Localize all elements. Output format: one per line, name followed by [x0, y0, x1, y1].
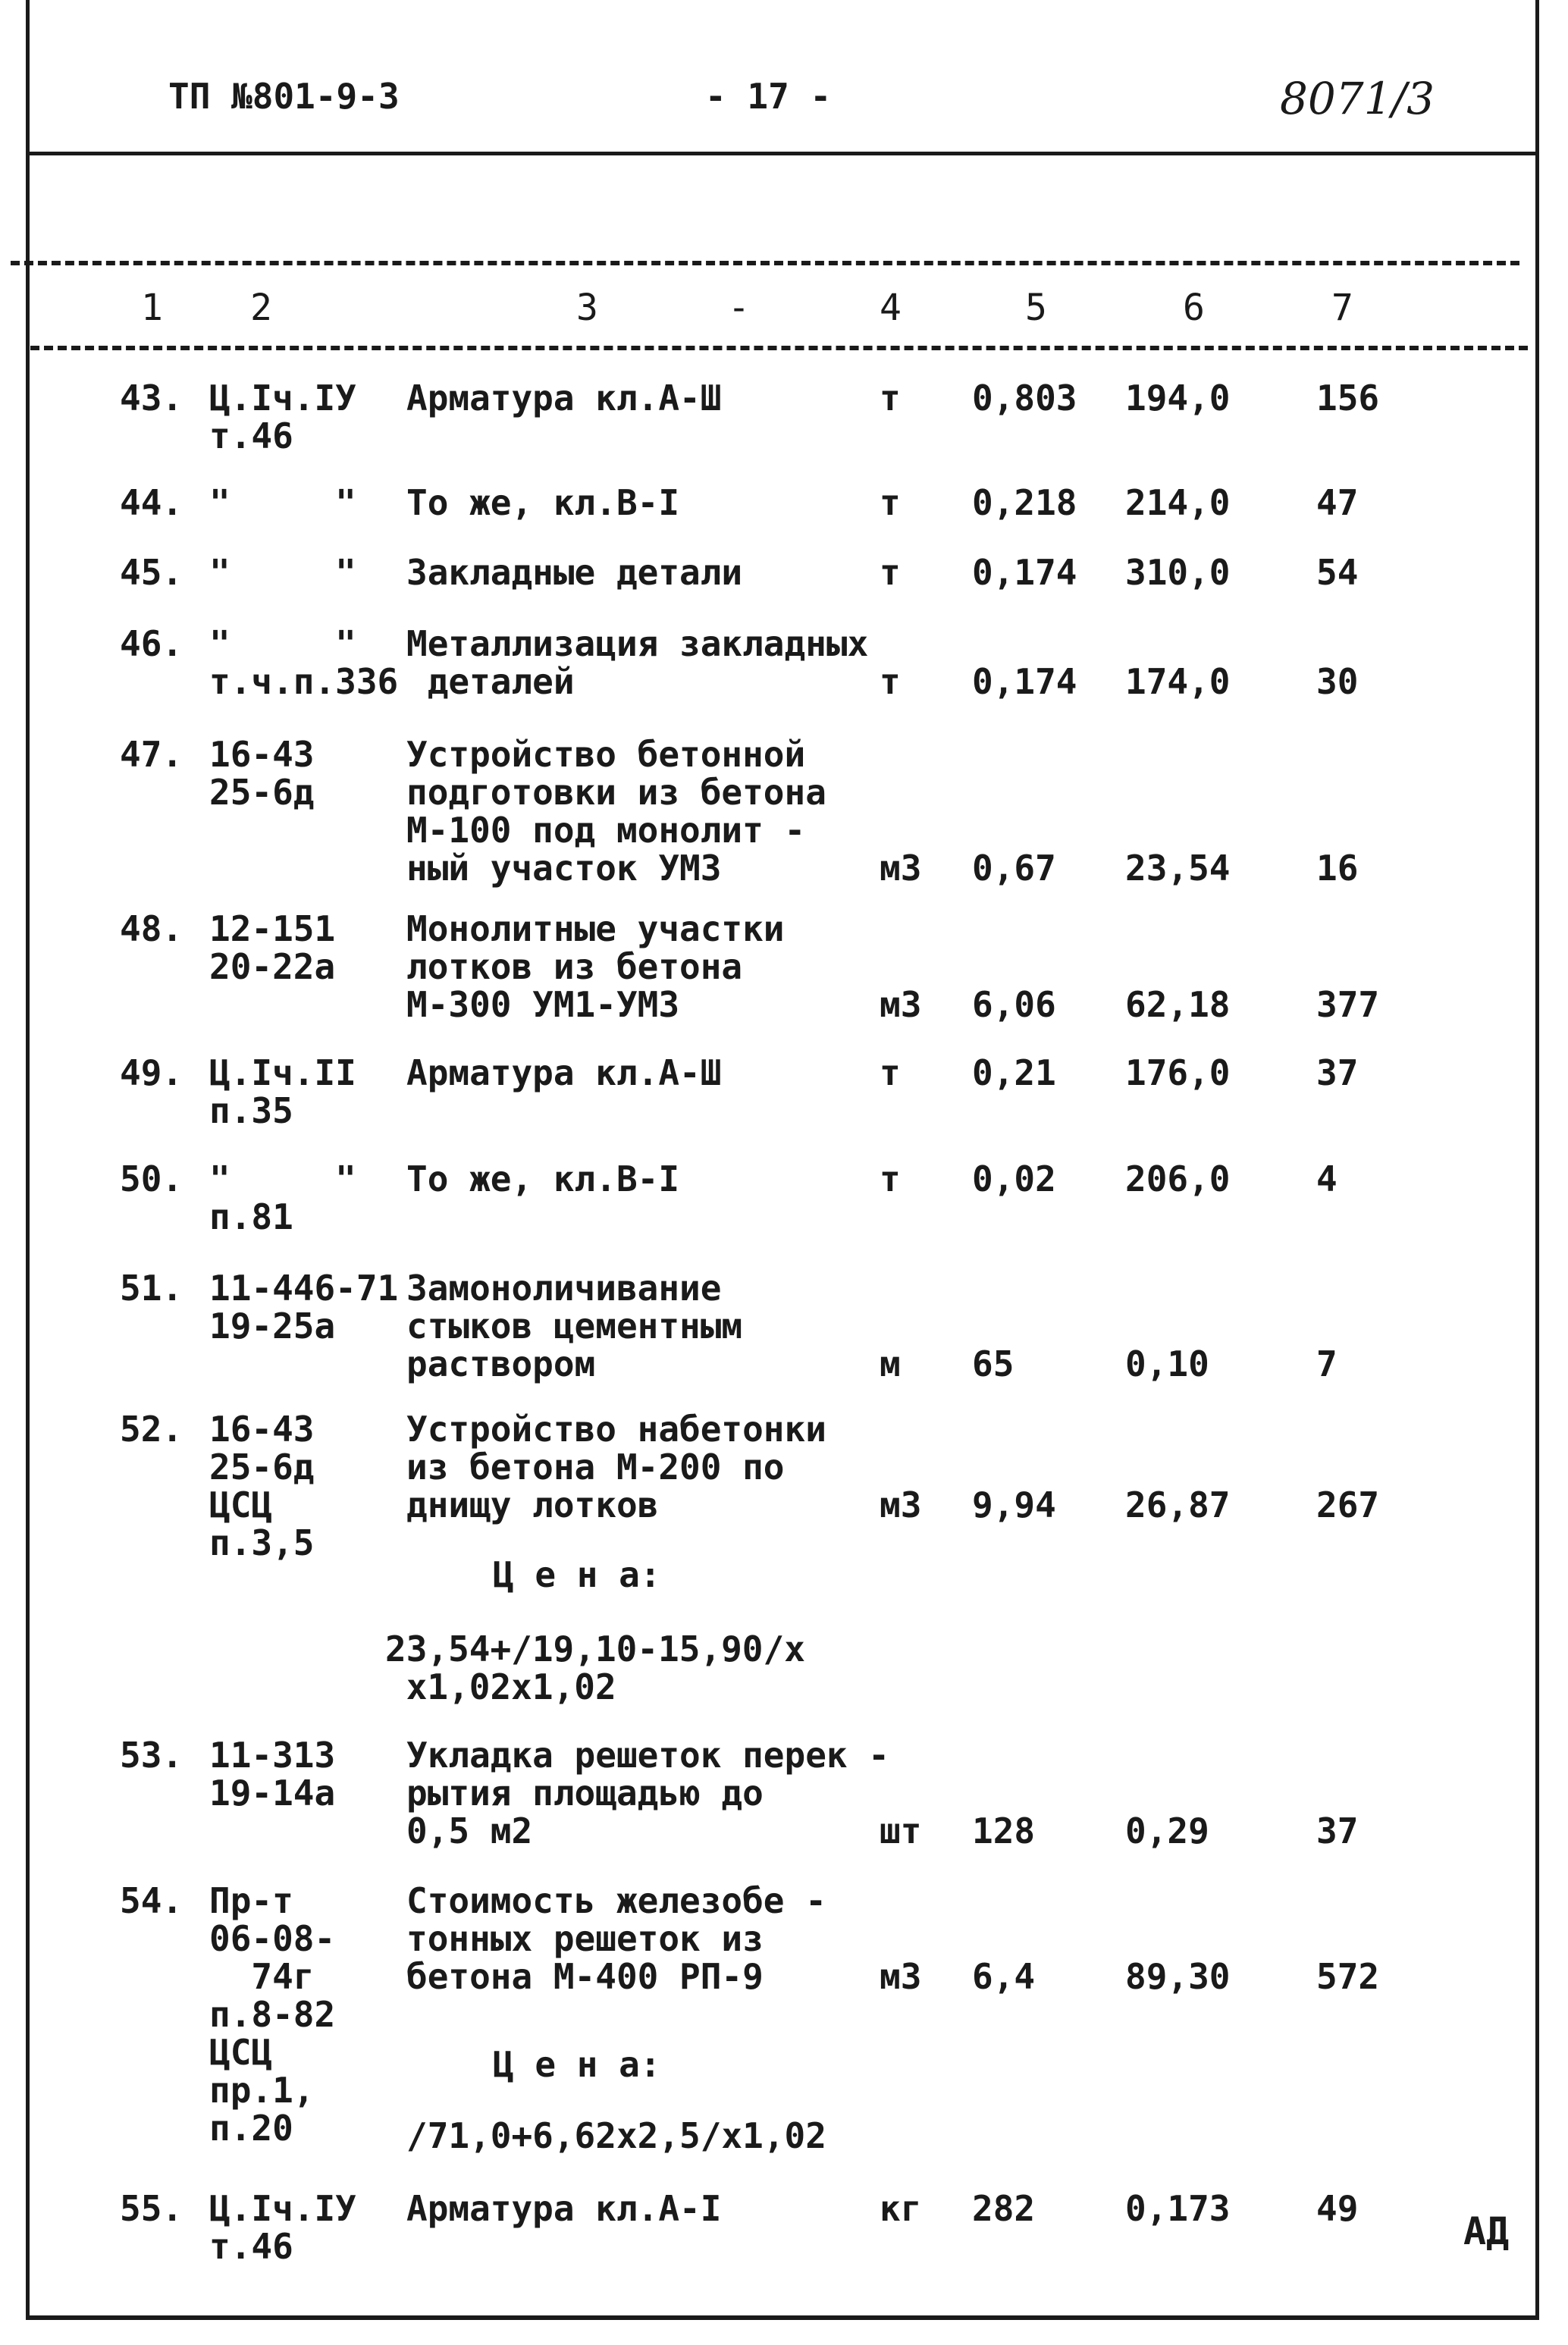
row-number: 51. — [120, 1268, 183, 1309]
row-unit: т — [880, 1158, 901, 1199]
row-quantity: 128 — [972, 1810, 1036, 1851]
price-label: Ц е н а: — [493, 1554, 661, 1595]
row-name: То же, кл.В-I — [406, 482, 680, 523]
row-unit: м3 — [880, 1956, 922, 1997]
column-header-4: 4 — [880, 287, 902, 329]
row-unit: т — [880, 482, 901, 523]
row-unit: т — [880, 378, 901, 419]
row-total: 7 — [1316, 1343, 1338, 1384]
row-quantity: 0,21 — [972, 1052, 1056, 1093]
row-quantity: 0,174 — [972, 661, 1077, 702]
row-name: То же, кл.В-I — [406, 1158, 680, 1199]
row-total: 572 — [1316, 1956, 1380, 1997]
row-unit-price: 176,0 — [1125, 1052, 1231, 1093]
table-header-top-rule — [11, 261, 1519, 265]
row-name: Замоноличивание стыков цементным раствором — [406, 1268, 743, 1384]
row-unit: м — [880, 1343, 901, 1384]
row-code: Ц.Iч.II п.35 — [209, 1052, 356, 1131]
row-number: 53. — [120, 1735, 183, 1776]
row-total: 49 — [1316, 2188, 1359, 2229]
row-total: 267 — [1316, 1484, 1380, 1525]
row-unit-price: 174,0 — [1125, 661, 1231, 702]
row-unit: м3 — [880, 848, 922, 889]
row-name: Стоимость железобе - тонных решеток из бетона М-400 РП-9 — [406, 1880, 826, 1997]
row-total: 4 — [1316, 1158, 1338, 1199]
row-name: Арматура кл.А-Ш — [406, 378, 722, 419]
sheet-number: 8071/3 — [1280, 73, 1435, 124]
row-code: Ц.Iч.IУ т.46 — [209, 2188, 356, 2267]
row-number: 45. — [120, 552, 183, 593]
row-name: Устройство бетонной подготовки из бетона М-100 под монолит - ный участок УМ3 — [406, 734, 826, 889]
row-unit-price: 206,0 — [1125, 1158, 1231, 1199]
row-total: 377 — [1316, 984, 1380, 1025]
row-unit-price: 194,0 — [1125, 378, 1231, 419]
signature-initials: АД — [1463, 2209, 1510, 2253]
doc-code: ТП №801-9-3 — [168, 76, 400, 117]
row-number: 50. — [120, 1158, 183, 1199]
row-unit: м3 — [880, 984, 922, 1025]
row-code: 16-43 25-6д — [209, 734, 315, 813]
row-quantity: 282 — [972, 2188, 1036, 2229]
row-name: Устройство набетонки из бетона М-200 по днищу лотков — [406, 1409, 826, 1525]
row-unit-price: 0,173 — [1125, 2188, 1231, 2229]
row-unit: т — [880, 661, 901, 702]
column-header-5: 5 — [1025, 287, 1047, 329]
row-number: 48. — [120, 908, 183, 949]
row-number: 49. — [120, 1052, 183, 1093]
row-quantity: 6,06 — [972, 984, 1056, 1025]
row-name: Монолитные участки лотков из бетона М-300 УМ1-УМ3 — [406, 908, 785, 1025]
row-code: " " т.ч.п.336 — [209, 623, 399, 702]
price-label: Ц е н а: — [493, 2044, 661, 2085]
row-name: Арматура кл.А-I — [406, 2188, 722, 2229]
row-code: 11-446-71 19-25а — [209, 1268, 399, 1346]
row-code: " " — [209, 552, 356, 593]
row-unit: кг — [880, 2188, 922, 2229]
row-total: 37 — [1316, 1052, 1359, 1093]
table-header-bottom-rule — [30, 346, 1528, 350]
row-total: 16 — [1316, 848, 1359, 889]
row-quantity: 0,218 — [972, 482, 1077, 523]
row-unit: т — [880, 1052, 901, 1093]
row-name: Закладные детали — [406, 552, 743, 593]
column-header-6: 6 — [1183, 287, 1205, 329]
price-formula: 23,54+/19,10-15,90/х х1,02х1,02 — [385, 1629, 805, 1707]
row-total: 47 — [1316, 482, 1359, 523]
row-unit: шт — [880, 1810, 922, 1851]
row-code: Пр-т 06-08- 74г п.8-82 ЦСЦ пр.1, п.20 — [209, 1880, 336, 2149]
row-number: 44. — [120, 482, 183, 523]
header-rule — [26, 152, 1539, 155]
row-unit-price: 0,10 — [1125, 1343, 1209, 1384]
row-quantity: 0,02 — [972, 1158, 1056, 1199]
row-number: 43. — [120, 378, 183, 419]
row-quantity: 6,4 — [972, 1956, 1036, 1997]
row-quantity: 0,67 — [972, 848, 1056, 889]
row-name: Арматура кл.А-Ш — [406, 1052, 722, 1093]
row-unit-price: 26,87 — [1125, 1484, 1231, 1525]
column-header-2: 2 — [250, 287, 272, 329]
row-total: 37 — [1316, 1810, 1359, 1851]
row-unit-price: 89,30 — [1125, 1956, 1231, 1997]
row-unit-price: 23,54 — [1125, 848, 1231, 889]
row-total: 54 — [1316, 552, 1359, 593]
row-name: Укладка решеток перек - рытия площадью до 0,5 м2 — [406, 1735, 889, 1851]
row-quantity: 9,94 — [972, 1484, 1056, 1525]
row-unit-price: 62,18 — [1125, 984, 1231, 1025]
row-code: Ц.Iч.IУ т.46 — [209, 378, 356, 456]
row-name: Металлизация закладных деталей — [406, 623, 869, 702]
row-number: 54. — [120, 1880, 183, 1921]
row-unit-price: 310,0 — [1125, 552, 1231, 593]
row-code: 11-313 19-14а — [209, 1735, 336, 1814]
row-quantity: 0,803 — [972, 378, 1077, 419]
row-code: " " — [209, 482, 356, 523]
row-unit-price: 0,29 — [1125, 1810, 1209, 1851]
row-number: 46. — [120, 623, 183, 664]
row-code: " " п.81 — [209, 1158, 356, 1237]
column-header-dash: - — [728, 287, 750, 329]
row-number: 55. — [120, 2188, 183, 2229]
price-formula: /71,0+6,62х2,5/х1,02 — [406, 2115, 826, 2156]
row-unit: м3 — [880, 1484, 922, 1525]
row-quantity: 0,174 — [972, 552, 1077, 593]
column-header-3: 3 — [576, 287, 598, 329]
row-code: 12-151 20-22а — [209, 908, 336, 987]
column-header-7: 7 — [1331, 287, 1353, 329]
row-unit: т — [880, 552, 901, 593]
row-code: 16-43 25-6д ЦСЦ п.3,5 — [209, 1409, 315, 1563]
row-number: 52. — [120, 1409, 183, 1450]
row-number: 47. — [120, 734, 183, 775]
row-total: 156 — [1316, 378, 1380, 419]
row-total: 30 — [1316, 661, 1359, 702]
row-quantity: 65 — [972, 1343, 1014, 1384]
row-unit-price: 214,0 — [1125, 482, 1231, 523]
page-number: - 17 - — [705, 76, 832, 117]
column-header-1: 1 — [141, 287, 163, 329]
